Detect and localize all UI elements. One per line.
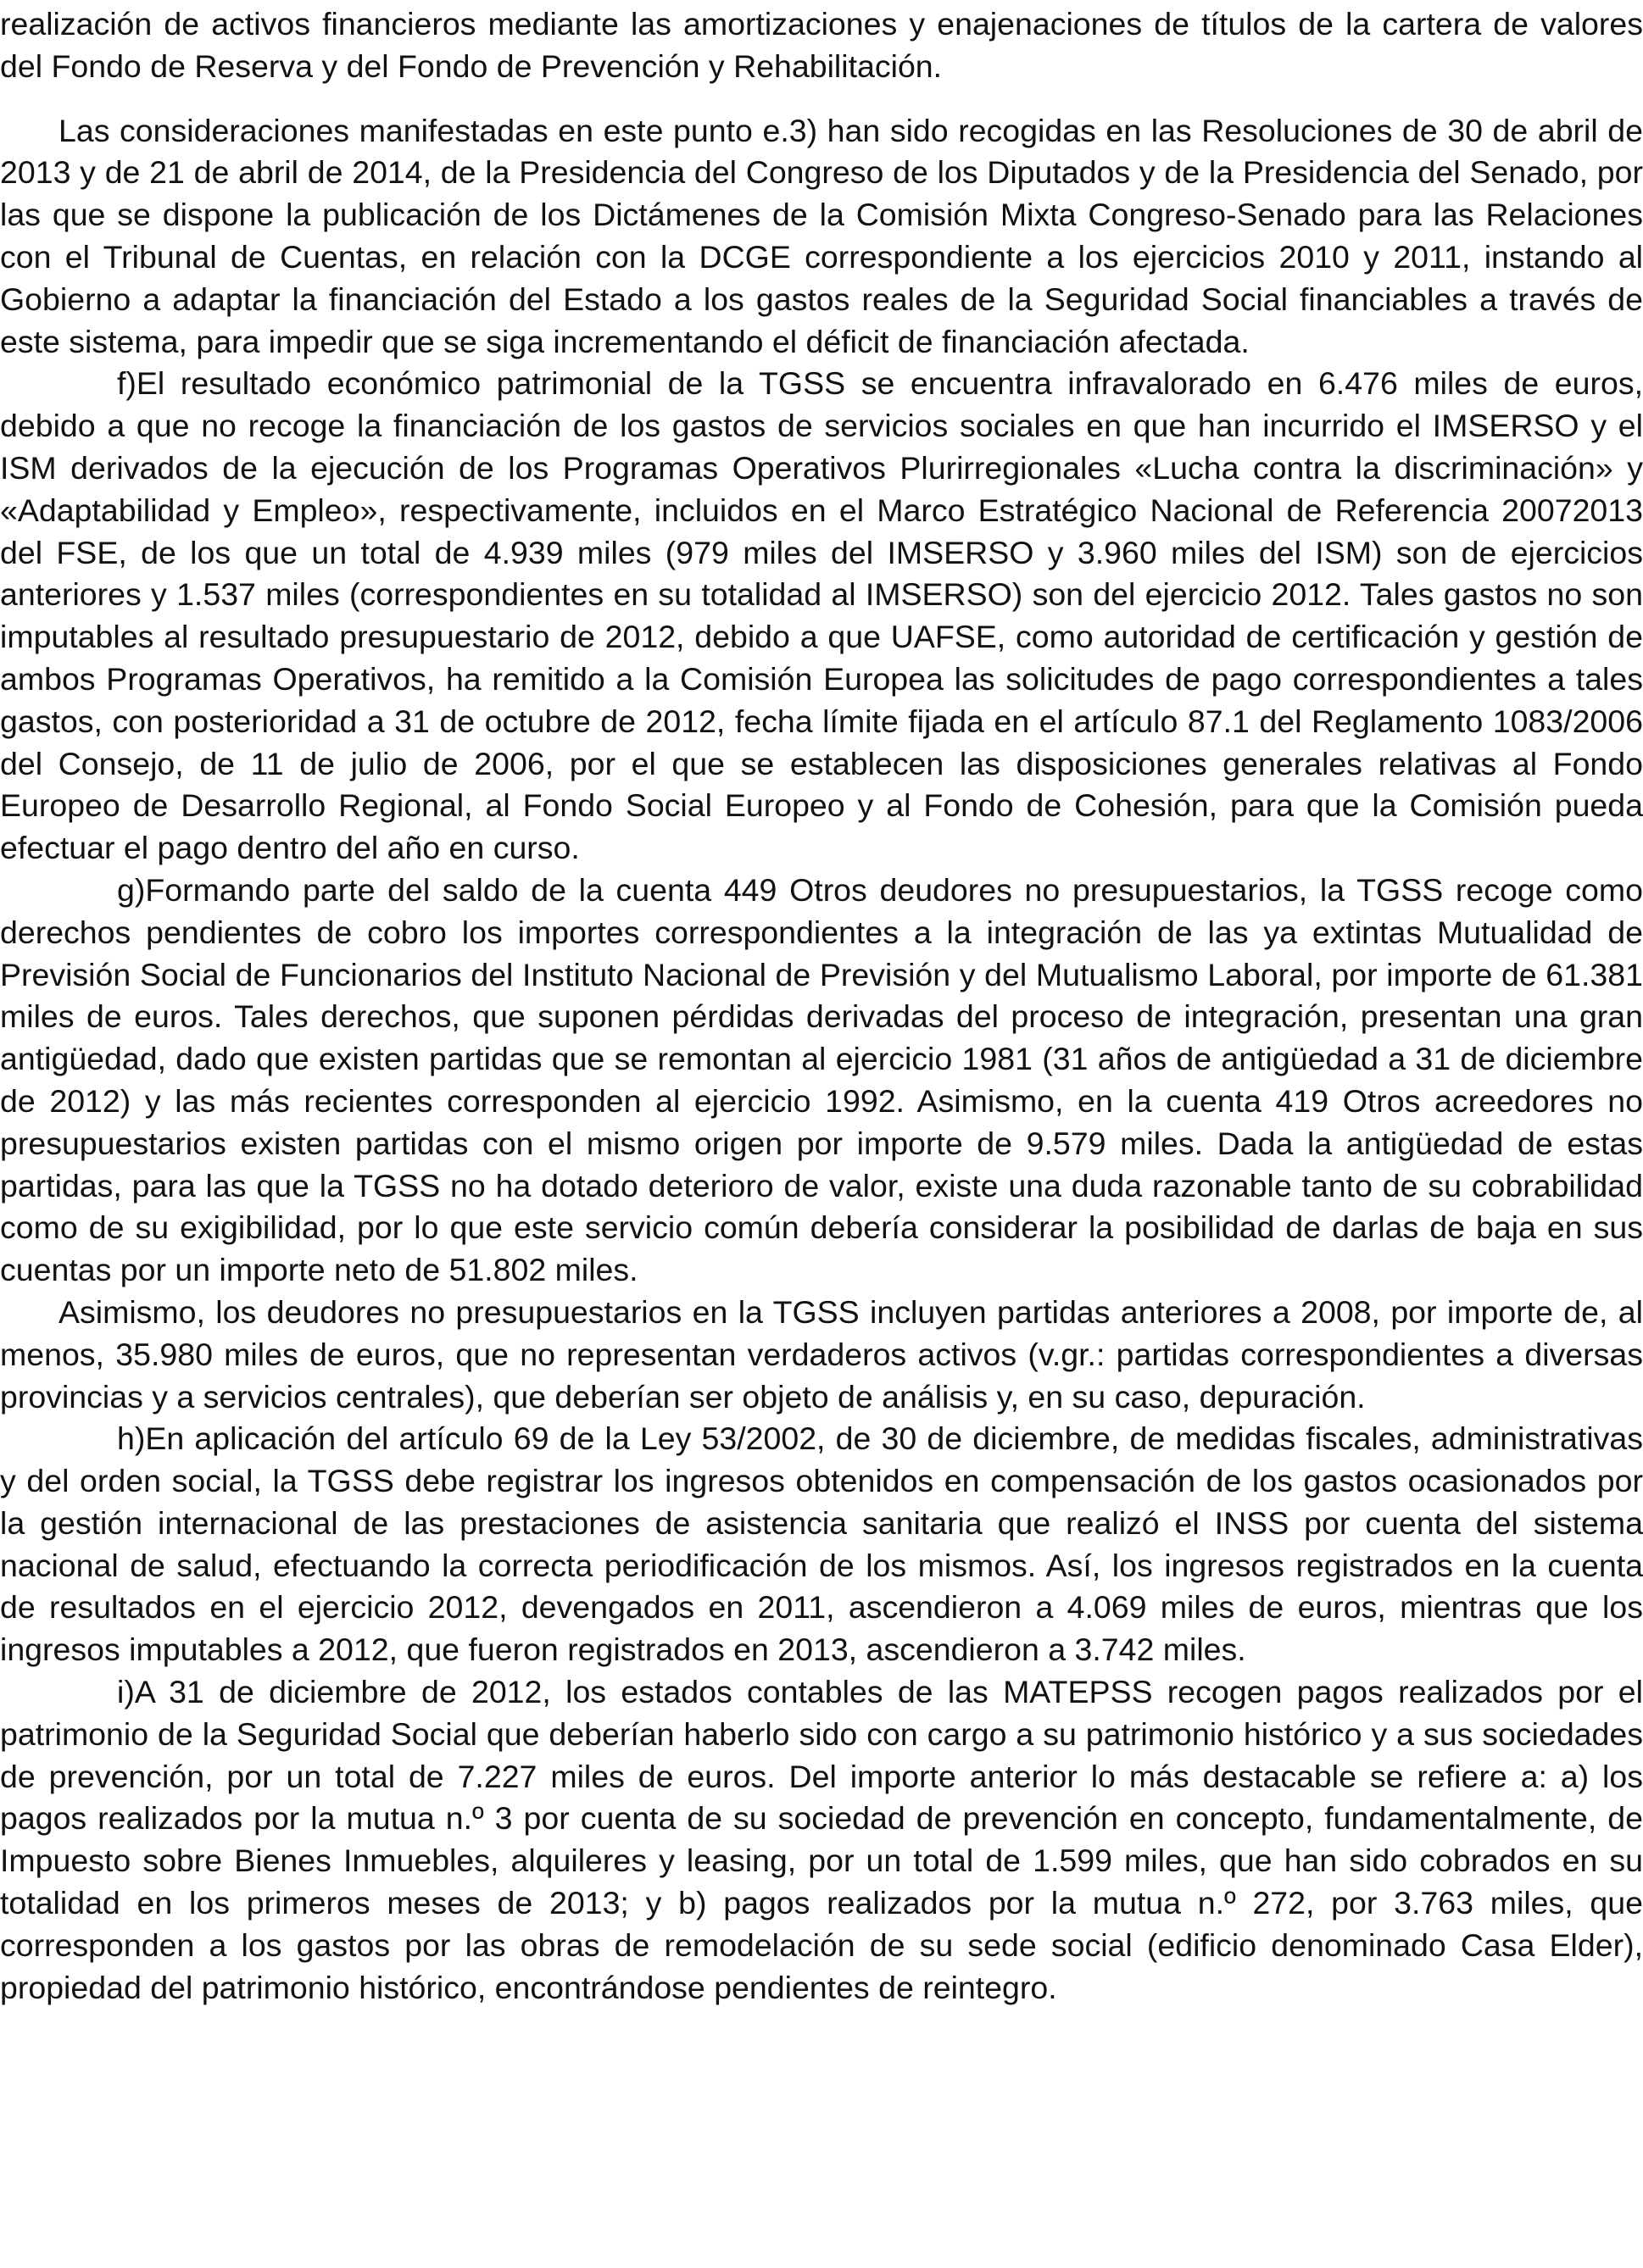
paragraph-h — [0, 1418, 1643, 1671]
paragraph-text: El resultado económico patrimonial de la TGSS se encuentra infravalorado en 6.476 miles de euros, debido a que no recoge la financiación de los gastos de servicios sociales en que han incurrido el IMSERSO y el ISM derivados de la ejecución de los Programas Operativos Plurirregionales «Lucha contra la discriminación» y «Adaptabilidad y Empleo», respectivamente, incluidos en el Marco Estratégico Nacional de Referencia 20072013 del FSE, de los que un total de 4.939 miles (979 miles del IMSERSO y 3.960 miles del ISM) son de ejercicios anteriores y 1.537 miles (correspondientes en su totalidad al IMSERSO) son del ejercicio 2012. Tales gastos no son imputables al resultado presupuestario de 2012, debido a que UAFSE, como autoridad de certificación y gestión de ambos Programas Operativos, ha remitido a la Comisión Europea las solicitudes de pago correspondientes a tales gastos, con posterioridad a 31 de octubre de 2012, fecha límite fijada en el artículo 87.1 del Reglamento 1083/2006 del Consejo, de 11 de julio de 2006, por el que se establecen las disposiciones generales relativas al Fondo Europeo de Desarrollo Regional, al Fondo Social Europeo y al Fondo de Cohesión, para que la Comisión pueda efectuar el pago dentro del año en curso. — [0, 365, 1643, 866]
paragraph-label: g) — [117, 871, 146, 908]
paragraph-text: En aplicación del artículo 69 de la Ley 53/2002, de 30 de diciembre, de medidas fiscales, administrativas y del orden social, la TGSS debe registrar los ingresos obtenidos en compensación de los gastos ocasionados por la gestión internacional de las prestaciones de asistencia sanitaria que realizó el INSS por cuenta del sistema nacional de salud, efectuando la correcta periodificación de los mismos. Así, los ingresos registrados en la cuenta de resultados en el ejercicio 2012, devengados en 2011, ascendieron a 4.069 miles de euros, mientras que los ingresos imputables a 2012, que fueron registrados en 2013, ascendieron a 3.742 miles. — [0, 1420, 1643, 1668]
paragraph-label: i) — [117, 1674, 135, 1710]
paragraph-i — [0, 1671, 1643, 2009]
paragraph-label: f) — [117, 365, 136, 402]
paragraph-text: Formando parte del saldo de la cuenta 449 Otros deudores no presupuestarios, la TGSS recoge como derechos pendientes de cobro los importes correspondientes a la integración de las ya extintas Mutualidad de Previsión Social de Funcionarios del Instituto Nacional de Previsión y del Mutualismo Laboral, por importe de 61.381 miles de euros. Tales derechos, que suponen pérdidas derivadas del proceso de integración, presentan una gran antigüedad, dado que existen partidas que se remontan al ejercicio 1981 (31 años de antigüedad a 31 de diciembre de 2012) y las más recientes corresponden al ejercicio 1992. Asimismo, en la cuenta 419 Otros acreedores no presupuestarios existen partidas con el mismo origen por importe de 9.579 miles. Dada la antigüedad de estas partidas, para las que la TGSS no ha dotado deterioro de valor, existe una duda razonable tanto de su cobrabilidad como de su exigibilidad, por lo que este servicio común debería considerar la posibilidad de darlas de baja en sus cuentas por un importe neto de 51.802 miles. — [0, 871, 1643, 1288]
paragraph-considerations: Las consideraciones manifestadas en este punto e.3) han sido recogidas en las Resoluciones de 30 de abril de 2013 y de 21 de abril de 2014, de la Presidencia del Congreso de los Diputados y de la Presidencia del Senado, por las que se dispone la publicación de los Dictámenes de la Comisión Mixta Congreso-Senado para las Relaciones con el Tribunal de Cuentas, en relación con la DCGE correspondiente a los ejercicios 2010 y 2011, instando al Gobierno a adaptar la financiación del Estado a los gastos reales de la Seguridad Social financiables a través de este sistema, para impedir que se siga incrementando el déficit de financiación afectada. — [0, 112, 1643, 359]
paragraph-continuation: realización de activos financieros mediante las amortizaciones y enajenaciones de títulos de la cartera de valores del Fondo de Reserva y del Fondo de Prevención y Rehabilitación. — [0, 6, 1643, 84]
paragraph-f — [0, 363, 1643, 870]
paragraph-g — [0, 870, 1643, 1292]
paragraph-g-asimismo: Asimismo, los deudores no presupuestarios en la TGSS incluyen partidas anteriores a 2008, por importe de, al menos, 35.980 miles de euros, que no representan verdaderos activos (v.gr.: partidas correspondientes a diversas provincias y a servicios centrales), que deberían ser objeto de análisis y, en su caso, depuración. — [0, 1293, 1643, 1415]
paragraph-text: A 31 de diciembre de 2012, los estados contables de las MATEPSS recogen pagos realizados por el patrimonio de la Seguridad Social que deberían haberlo sido con cargo a su patrimonio histórico y a sus sociedades de prevención, por un total de 7.227 miles de euros. Del importe anterior lo más destacable se refiere a: a) los pagos realizados por la mutua n.º 3 por cuenta de su sociedad de prevención en concepto, fundamentalmente, de Impuesto sobre Bienes Inmuebles, alquileres y leasing, por un total de 1.599 miles, que han sido cobrados en su totalidad en los primeros meses de 2013; y b) pagos realizados por la mutua n.º 272, por 3.763 miles, que corresponden a los gastos por las obras de remodelación de su sede social (edificio denominado Casa Elder), propiedad del patrimonio histórico, encontrándose pendientes de reintegro. — [0, 1674, 1643, 2005]
paragraph-label: h) — [117, 1420, 146, 1457]
